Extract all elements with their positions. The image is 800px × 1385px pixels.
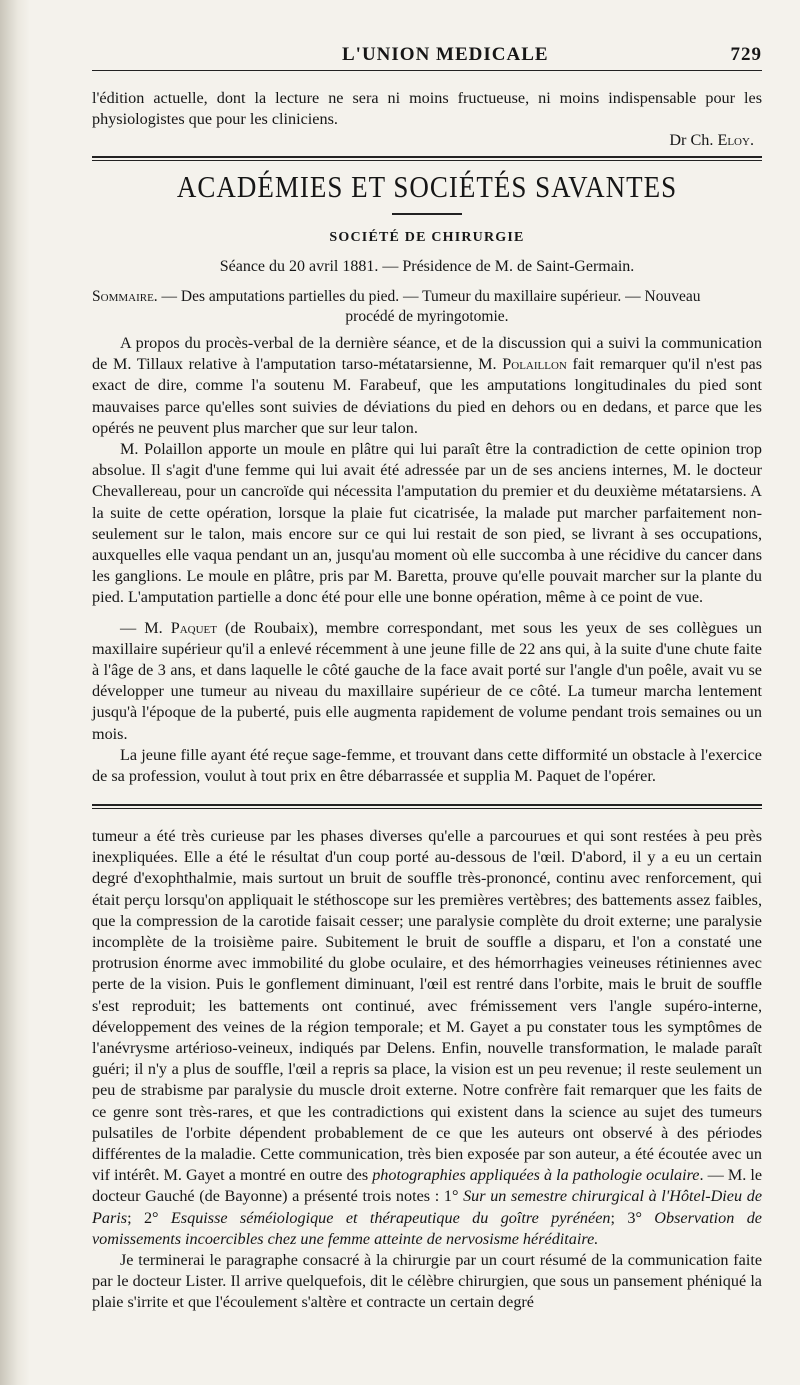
paragraph-paquet-2: La jeune fille ayant été reçue sage-femme, et trouvant dans cette difformité un obstacle à l'exercice de sa profession, voulut à tout prix en être débarrassée et supplia M. Paquet de l'opérer. <box>92 745 762 786</box>
journal-title: L'UNION MEDICALE <box>342 44 549 65</box>
upper-body <box>92 333 762 787</box>
paragraph-gayet <box>92 826 762 1250</box>
running-head <box>92 40 762 68</box>
feuilleton-rule <box>92 804 762 806</box>
paragraph-text: . — M. le docteur Gauché (de Bayonne) a présenté trois notes : 1° <box>92 1166 763 1206</box>
section-rule-top-thin <box>92 160 762 161</box>
summary-line-2: procédé de myringotomie. <box>345 308 509 325</box>
paragraph-polaillon-2: M. Polaillon apporte un moule en plâtre qui lui paraît être la contradiction de cette opinion trop absolue. Il s'agit d'une femme qui lui avait été adressée par un de ses anciens internes, M. le docteur Chevallereau, pour un cancroïde qui nécessita l'amputation du premier et du deuxième métatarsiens. A la suite de cette opération, lorsque la plaie fut cicatrisée, la malade put marcher parfaitement non-seulement sur le talon, mais encore sur ce qui lui restait de son pied, se livrant à ses occupations, auxquelles elle vaqua pendant un an, jusqu'au moment où elle succomba à une récidive du cancer dans les ganglions. Le moule en plâtre, pris par M. Baretta, prouve qu'elle pouvait marcher sur la plante du pied. L'amputation partielle a donc été pour elle une bonne opération, même à ce point de vue. <box>92 440 762 607</box>
continuation-block <box>92 88 762 152</box>
signature-name: Eloy. <box>717 131 754 150</box>
paragraph-text: fait remarquer qu'il n'est pas exact de dire, comme l'a soutenu M. Farabeuf, que les amputations longitudinales du pied sont mauvaises parce qu'elles sont suivies de déviations du pied en dehors ou en dedans, et parce que les opérés ne peuvent plus marcher que sur leur talon. <box>92 355 763 437</box>
paragraph-text: A propos du procès-verbal de la dernière séance, et de la discussion qui a suivi la communication de M. Tillaux relative à l'amputation tarso-métatarsienne, M. <box>92 334 762 374</box>
paragraph-polaillon-1 <box>92 333 762 439</box>
italic-title: Observation de vomissements incoercibles chez une femme atteinte de nervosisme héréditaire. <box>92 1208 762 1248</box>
summary-block <box>92 287 762 327</box>
feuilleton-rule-thin <box>92 808 762 809</box>
section-rule-top <box>92 156 762 158</box>
society-name: SOCIÉTÉ DE CHIRURGIE <box>329 230 525 245</box>
seance-line: Séance du 20 avril 1881. — Présidence de M. de Saint-Germain. <box>219 258 635 275</box>
italic-title: photographies appliquées à la pathologie oculaire <box>372 1166 700 1185</box>
author-name: Polaillon <box>502 355 567 374</box>
author-signature <box>92 130 762 151</box>
page-edge-shadow <box>0 0 30 1385</box>
italic-title: Sur un semestre chirurgical à l'Hôtel-Dieu de Paris <box>92 1187 762 1227</box>
lower-body <box>92 826 762 1314</box>
summary-label: Sommaire. <box>92 288 158 305</box>
italic-title: Esquisse séméiologique et thérapeutique du goître pyrénéen <box>170 1208 611 1227</box>
paragraph-text: (de Roubaix), membre correspondant, met sous les yeux de ses collègues un maxillaire supérieur qu'il a enlevé récemment à une jeune fille de 22 ans qui, à la suite d'une chute faite à l'âge de 3 ans, et dans laquelle le côté gauche de la face avait porté sur l'angle d'un poêle, avait vu se développer une tumeur au niveau du maxillaire supérieur de ce côté. La tumeur marcha lentement jusqu'à l'époque de la puberté, puis elle augmenta rapidement de volume pendant trois semaines ou un mois. <box>92 618 762 743</box>
paragraph-text: ; 3° <box>610 1208 655 1227</box>
paragraph-paquet-1 <box>92 618 762 745</box>
summary-line-1 <box>92 287 762 307</box>
paragraph-text: ; 2° <box>127 1208 171 1227</box>
continuation-paragraph: l'édition actuelle, dont la lecture ne sera ni moins fructueuse, ni moins indispensable pour les physiologistes que pour les cliniciens. <box>92 89 762 129</box>
paragraph-text: — M. <box>120 618 171 637</box>
journal-page <box>92 0 762 1385</box>
author-name: Paquet <box>170 618 217 637</box>
section-short-rule <box>392 213 462 215</box>
summary-text: — Des amputations partielles du pied. — Tumeur du maxillaire supérieur. — Nouveau <box>157 288 701 305</box>
header-rule <box>92 70 762 71</box>
section-title: ACADÉMIES ET SOCIÉTÉS SAVANTES <box>176 170 678 204</box>
page-number: 729 <box>730 44 762 65</box>
signature-prefix: Dr Ch. <box>669 131 718 150</box>
paragraph-text: tumeur a été très curieuse par les phases diverses qu'elle a parcourues et qui sont restées à peu près inexpliquées. Elle a été le résultat d'un coup porté au-dessous de l'œil. D'abord, il y a eu un certain degré d'exophthalmie, mais surtout un bruit de souffle très-prononcé, continu avec renforcement, qui était perçu lorsqu'on appliquait le stéthoscope sur les premières vertèbres; des battements assez faibles, que la compression de la carotide faisait cesser; une paralysie complète du droit externe; une paralysie incomplète de la troisième paire. Subitement le bruit de souffle a disparu, et l'on a constaté une protrusion énorme avec immobilité du globe oculaire, et des hémorrhagies veineuses rétiniennes avec perte de la vision. Puis le gonflement diminuant, l'œil est rentré dans l'orbite, mais le bruit de souffle s'est reproduit; les battements ont continué, avec frémissement vers l'angle supéro-interne, développement des veines de la région temporale; et M. Gayet a pu constater tous les symptômes de l'anévrysme artérioso-veineux, indiqués par Delens. Enfin, nouvelle transformation, le malade paraît guéri; il n'y a plus de souffle, l'œil a repris sa place, la vision est un peu revenue; il reste seulement un peu de strabisme par paralysie du muscle droit externe. Notre confrère fait remarquer que les faits de ce genre sont très-rares, et que les contradictions qui existent dans la science au sujet des tumeurs pulsatiles de l'orbite dépendent probablement de ce que les auteurs ont observé à des périodes différentes de la maladie. Cette communication, très bien exposée par son auteur, a été écoutée avec un vif intérêt. M. Gayet a montré en outre des <box>92 827 762 1185</box>
paragraph-lister: Je terminerai le paragraphe consacré à la chirurgie par un court résumé de la communication faite par le docteur Lister. Il arrive quelquefois, dit le célèbre chirurgien, que sous un pansement phéniqué la plaie s'irrite et que l'écoulement s'altère et contracte un certain degré <box>92 1251 762 1312</box>
